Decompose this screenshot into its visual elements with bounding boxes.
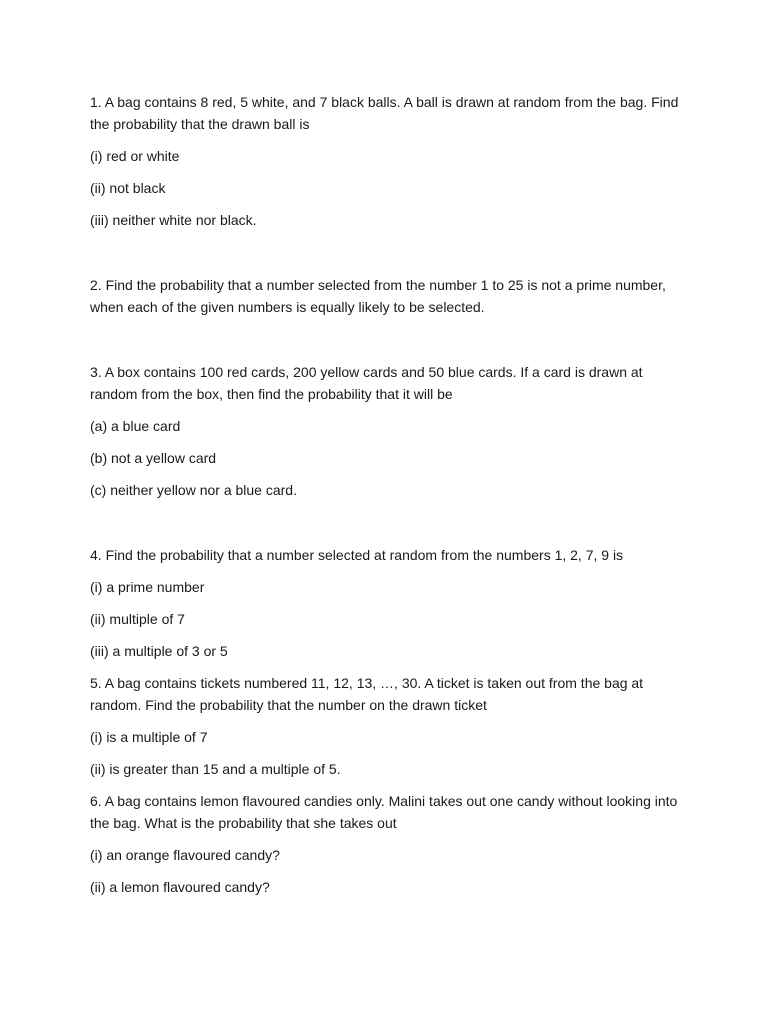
question-3 [90,361,690,501]
question-2 [90,274,690,318]
question-option: (iii) neither white nor black. [90,212,257,228]
question-option: (ii) not black [90,180,166,196]
question-stem: 5. A bag contains tickets numbered 11, 12, 13, …, 30. A ticket is taken out from the bag at random. Find the probability that the number on the drawn ticket [90,675,644,713]
question-list [90,91,690,898]
question-stem: 1. A bag contains 8 red, 5 white, and 7 black balls. A ball is drawn at random from the bag. Find the probability that the drawn ball is [90,94,679,132]
question-option: (ii) multiple of 7 [90,611,185,627]
question-1 [90,91,690,231]
question-stem: 6. A bag contains lemon flavoured candies only. Malini takes out one candy without looking into the bag. What is the probability that she takes out [90,793,678,831]
question-5 [90,672,690,780]
question-option: (i) a prime number [90,579,205,595]
question-option: (a) a blue card [90,418,181,434]
question-4 [90,544,690,662]
question-option: (ii) is greater than 15 and a multiple of 5. [90,761,341,777]
question-option: (iii) a multiple of 3 or 5 [90,643,228,659]
question-stem: 3. A box contains 100 red cards, 200 yellow cards and 50 blue cards. If a card is drawn at random from the box, then find the probability that it will be [90,364,643,402]
question-option: (i) is a multiple of 7 [90,729,208,745]
question-option: (i) red or white [90,148,180,164]
question-option: (b) not a yellow card [90,450,217,466]
question-6 [90,790,690,898]
question-stem: 4. Find the probability that a number selected at random from the numbers 1, 2, 7, 9 is [90,547,624,563]
question-option: (c) neither yellow nor a blue card. [90,482,297,498]
question-option: (ii) a lemon flavoured candy? [90,879,270,895]
question-stem: 2. Find the probability that a number selected from the number 1 to 25 is not a prime number, when each of the given numbers is equally likely to be selected. [90,277,666,315]
question-option: (i) an orange flavoured candy? [90,847,280,863]
